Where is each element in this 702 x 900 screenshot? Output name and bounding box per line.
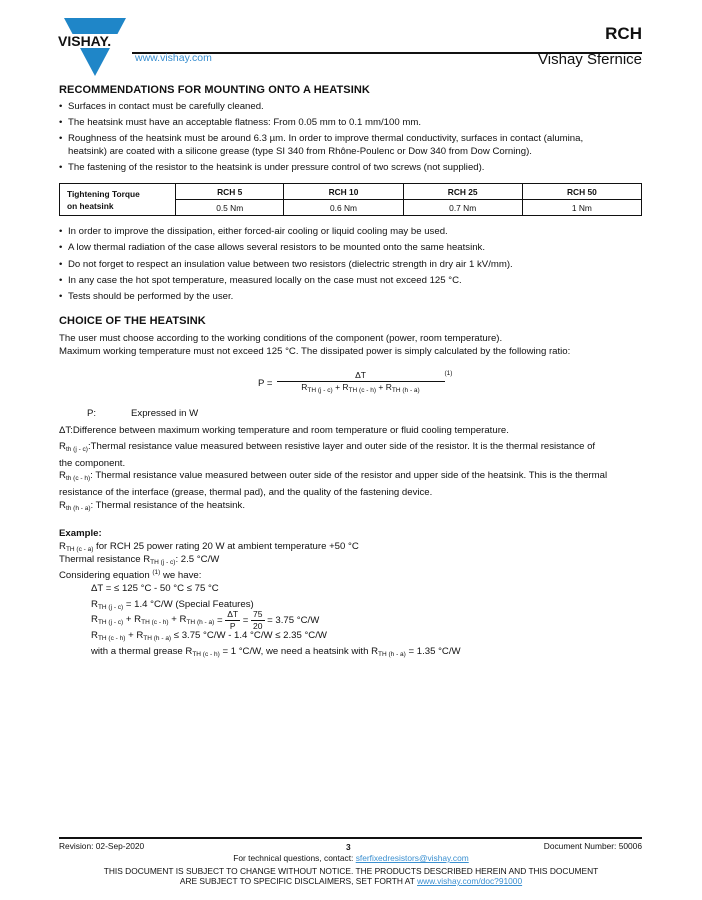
col-header: RCH 25 bbox=[403, 184, 522, 200]
rha-definition: $R_{th (h - a)}$: Thermal resistance of the heatsink. bbox=[59, 500, 245, 512]
cell: 0.6 Nm bbox=[284, 200, 403, 216]
contact-email-link[interactable]: sferfixedresistors@vishay.com bbox=[355, 853, 469, 863]
website-link[interactable]: www.vishay.com bbox=[135, 52, 212, 64]
bullet: • Surfaces in contact must be carefully cleaned. bbox=[59, 101, 264, 112]
bullet: • Tests should be performed by the user. bbox=[59, 291, 234, 302]
rch-definition: $R_{th (c - h)}$: Thermal resistance value measured between outer side of the resistor and upper side of the heatsink. This is the thermal resistance of the interface (grease, thermal pad), and the quality of the fastening device. bbox=[59, 470, 608, 498]
paragraph: Maximum working temperature must not exceed 125 °C. The dissipated power is simply calculated by the following ratio: bbox=[59, 346, 571, 357]
example-calc: $R_{TH (j - c)} + R_{TH (c - h)} + R_{TH (h - a)}$ = $\frac{\Delta T}{P}$ = $\frac{75}{20}$ = 3.75 °C/W bbox=[91, 609, 320, 631]
p-label: P: bbox=[87, 408, 97, 419]
bullet: • A low thermal radiation of the case allows several resistors to be mounted onto the same heatsink. bbox=[59, 242, 486, 253]
cell: 0.5 Nm bbox=[176, 200, 284, 216]
footer-rule bbox=[59, 837, 642, 839]
vishay-logo bbox=[58, 18, 130, 76]
col-header: RCH 10 bbox=[284, 184, 403, 200]
page-number: 3 bbox=[346, 842, 351, 852]
bullet: • The heatsink must have an acceptable flatness: From 0.05 mm to 0.1 mm/100 mm. bbox=[59, 117, 421, 128]
dt-definition: ΔT:Difference between maximum working temperature and room temperature or fluid cooling temperature. bbox=[59, 425, 509, 436]
example-line: Thermal resistance $R_{TH (j - c)}$: 2.5 °C/W bbox=[59, 554, 220, 566]
row-label: Tightening Torque on heatsink bbox=[60, 184, 176, 216]
section-heading: CHOICE OF THE HEATSINK bbox=[59, 315, 206, 327]
example-line: $R_{TH (c - a)}$ for RCH 25 power rating 20 W at ambient temperature +50 °C bbox=[59, 541, 359, 553]
cell: 0.7 Nm bbox=[403, 200, 522, 216]
bullet: • Roughness of the heatsink must be around 6.3 µm. In order to improve thermal conductivity, surfaces in contact (alumina, heatsink) are coated with a silicone grease (type SI 340 from Rhône-Poulenc or Dow 340 from Dow Corning). bbox=[59, 133, 584, 157]
revision: Revision: 02-Sep-2020 bbox=[59, 841, 145, 851]
bullet: • In any case the hot spot temperature, measured locally on the case must not exceed 125 °C. bbox=[59, 275, 462, 286]
rjc-definition: $R_{th (j - c)}:Thermal$ resistance value measured between resistive layer and outer side of the resistor. It is the thermal resistance of the component. bbox=[59, 441, 596, 469]
col-header: RCH 50 bbox=[522, 184, 641, 200]
col-header: RCH 5 bbox=[176, 184, 284, 200]
disclaimer: ARE SUBJECT TO SPECIFIC DISCLAIMERS, SET FORTH AT www.vishay.com/doc?91000 bbox=[179, 876, 523, 886]
disclaimer: THIS DOCUMENT IS SUBJECT TO CHANGE WITHOUT NOTICE. THE PRODUCTS DESCRIBED HEREIN AND THIS DOCUMENT bbox=[103, 866, 599, 876]
example-title: Example: bbox=[59, 528, 102, 539]
section-heading: RECOMMENDATIONS FOR MOUNTING ONTO A HEATSINK bbox=[59, 84, 370, 96]
example-calc: ΔT = ≤ 125 °C - 50 °C ≤ 75 °C bbox=[91, 583, 219, 594]
paragraph: The user must choose according to the working conditions of the component (power, room temperature). bbox=[59, 333, 503, 344]
contact-line: For technical questions, contact: sferfixedresistors@vishay.com bbox=[233, 853, 469, 863]
cell: 1 Nm bbox=[522, 200, 641, 216]
document-number: Document Number: 50006 bbox=[543, 841, 642, 851]
bullet: • Do not forget to respect an insulation value between two resistors (dielectric strength in dry air 1 kV/mm). bbox=[59, 259, 513, 270]
example-calc: $R_{TH (j - c)} = 1.4$ °C/W (Special Features) bbox=[91, 599, 254, 611]
division-name: Vishay Sfernice bbox=[538, 51, 642, 68]
product-name: RCH bbox=[605, 24, 642, 43]
bullet: • In order to improve the dissipation, either forced-air cooling or liquid cooling may be used. bbox=[59, 226, 448, 237]
p-definition: Expressed in W bbox=[131, 408, 199, 419]
bullet: • The fastening of the resistor to the heatsink is under pressure control of two screws (not supplied). bbox=[59, 162, 485, 173]
example-calc: with a thermal grease $R_{TH (c - h)} = 1$ °C/W, we need a heatsink with $R_{TH (h - a)} = 1.35$ °C/W bbox=[91, 646, 461, 658]
svg-text:VISHAY.: VISHAY. bbox=[58, 33, 112, 49]
power-formula: P = $\frac{\Delta T}{R_{TH (j - c)} + R_{TH (c - h)} + R_{TH (h - a)}}$ $^{(1)}$ bbox=[258, 370, 453, 394]
torque-table bbox=[59, 183, 642, 216]
disclaimer-link[interactable]: www.vishay.com/doc?91000 bbox=[417, 876, 523, 886]
example-calc: $R_{TH (c - h)} + R_{TH (h - a)} \le 3.75$ °C/W - 1.4 °C/W ≤ 2.35 °C/W bbox=[91, 630, 327, 642]
example-line: Considering equation $^{(1)}$ we have: bbox=[59, 569, 202, 581]
